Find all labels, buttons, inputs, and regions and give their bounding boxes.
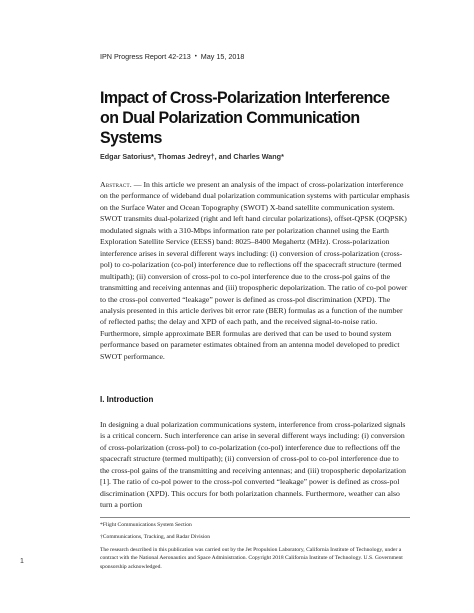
section-heading-introduction: I. Introduction: [100, 395, 154, 404]
report-date: May 15, 2018: [200, 52, 245, 61]
introduction-paragraph: In designing a dual polarization communications system, interference from cross-polarized signals is a critical concern. Such interference can arise in several different ways including: (i) conversion of cross-polarization (cross-pol) to co-polarization (co-pol) interference due to reflections off the spacecraft structure (termed multipath); (ii) conversion of cross-pol to co-pol interference due to the cross-pol gains of the transmitting and receiving antennas; and (iii) tropospheric depolarization [1]. The ratio of co-pol power to the cross-pol converted “leakage” power is defined as cross-pol discrimination (XPD). This occurs for both polarization channels. Furthermore, weather can also turn a portion: [100, 420, 407, 510]
abstract-dash: —: [131, 180, 144, 189]
running-header: [100, 52, 244, 61]
header-separator: •: [194, 54, 197, 60]
footnote-divider: [100, 517, 410, 518]
report-number: IPN Progress Report 42-213: [100, 52, 191, 61]
footnote-acknowledgment: The research described in this publication was carried out by the Jet Propulsion Laboratory, California Institute of Technology, under a contract with the National Aeronautics and Space Administration. Copyright 2018 California Institute of Technology. U.S. Government sponsorship acknowledged.: [100, 547, 403, 570]
author-list: Edgar Satorius*, Thomas Jedrey†, and Charles Wang*: [100, 152, 284, 161]
footnote-affiliation-1: *Flight Communications System Section: [100, 522, 192, 528]
footnote-affiliation-2: †Communications, Tracking, and Radar Division: [100, 534, 211, 540]
abstract-label: Abstract.: [100, 180, 132, 189]
paper-title: Impact of Cross-Polarization Interference on Dual Polarization Communication Systems: [100, 88, 390, 147]
abstract-text: In this article we present an analysis of the impact of cross-polarization interference on the performance of wideband dual polarization communication systems with particular emphasis on the Surface Water and Ocean Topography (SWOT) X-band satellite communication system. SWOT transmits dual-polarized (right and left hand circular polarizations), offset-QPSK (OQPSK) modulated signals with a 310-Mbps information rate per polarization channel using the Earth Exploration Satellite Service (EESS) band: 8025–8400 Megahertz (MHz). Cross-polarization interference arises in several different ways including: (i) conversion of cross-polarization (cross-pol) to co-polarization (co-pol) interference due to reflections off the spacecraft structure (termed multipath); (ii) conversion of cross-pol to co-pol interference due to the cross-pol gains of the transmitting and receiving antennas and (iii) tropospheric depolarization. The ratio of co-pol power to the cross-pol converted “leakage” power is defined as cross-pol discrimination (XPD). The analysis presented in this article derives bit error rate (BER) formulas as a function of the number of reflected paths; the delay and XPD of each path, and the received signal-to-noise ratio. Furthermore, simple approximate BER formulas are derived that can be used to bound system performance based on parameter estimates obtained from an antenna model developed to predict SWOT performance.: [100, 180, 410, 361]
abstract: [100, 179, 410, 362]
page-number: 1: [20, 558, 24, 565]
